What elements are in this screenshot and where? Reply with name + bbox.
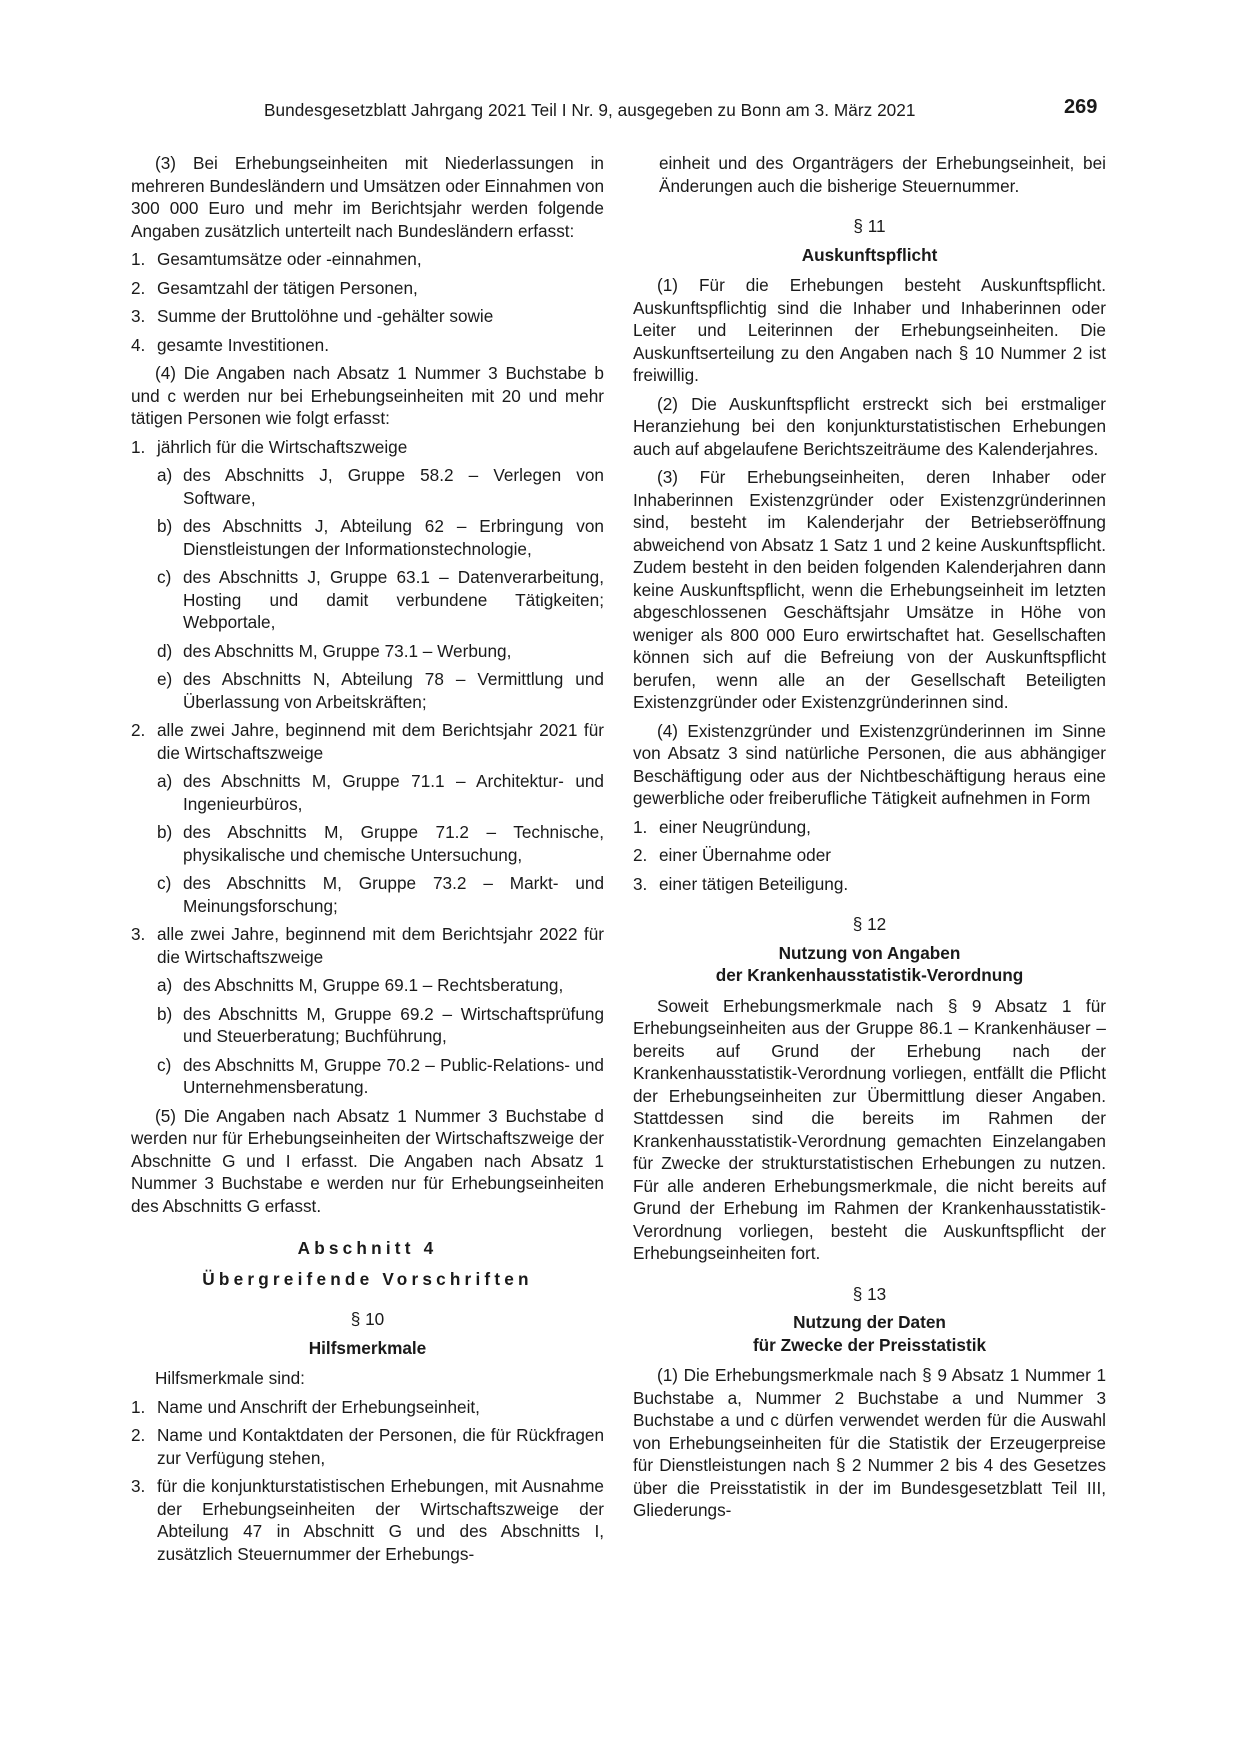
sub-list-item [131, 640, 604, 663]
list-item-text: des Abschnitts M, Gruppe 71.1 – Architektur- und Ingenieurbüros, [183, 771, 604, 814]
list-item-text: des Abschnitts M, Gruppe 69.1 – Rechtsberatung, [183, 975, 564, 995]
list-item [131, 305, 604, 328]
list-item-text: jährlich für die Wirtschaftszweige [157, 436, 408, 457]
sub-list-item [131, 515, 604, 560]
list-item-label: 2. [131, 1425, 146, 1445]
list-item [131, 923, 604, 968]
sub-list-item [131, 464, 604, 509]
section-title: der Krankenhausstatistik-Verordnung [715, 965, 1024, 985]
list-item-text: einer Übernahme oder [659, 845, 831, 865]
list-item-label: 2. [131, 277, 146, 298]
list-item [131, 334, 604, 357]
abschnitt-title: Übergreifende Vorschriften [202, 1268, 533, 1289]
page-number: 269 [1064, 96, 1098, 118]
list-item-label: 1. [131, 436, 146, 457]
section-number: § 10 [350, 1309, 385, 1329]
sub-list-item [131, 974, 604, 997]
list-item-text: gesamte Investitionen. [157, 334, 329, 355]
paragraph-continuation: einheit und des Organträgers der Erhebungseinheit, bei Änderungen auch die bisherige Steuernummer. [659, 153, 1106, 196]
list-item-label: c) [157, 1054, 172, 1075]
list-item-label: 2. [131, 720, 146, 740]
list-item-text: einer Neugründung, [659, 816, 811, 837]
list-item-text: Gesamtumsätze oder -einnahmen, [157, 249, 422, 269]
list-item-label: c) [157, 567, 172, 587]
list-item-label: a) [157, 465, 173, 485]
sub-list-item [131, 1003, 604, 1048]
list-item-label: d) [157, 640, 173, 661]
list-item [131, 1475, 604, 1565]
list-item-label: a) [157, 975, 173, 995]
list-item-text: des Abschnitts M, Gruppe 69.2 – Wirtschaftsprüfung und Steuerberatung; Buchführung, [183, 1003, 604, 1046]
sub-list-item [131, 770, 604, 815]
list-item-text: des Abschnitts M, Gruppe 71.2 – Technische, physikalische und chemische Untersuchung, [183, 822, 604, 865]
running-head: Bundesgesetzblatt Jahrgang 2021 Teil I Nr. 9, ausgegeben zu Bonn am 3. März 2021 [264, 100, 916, 120]
list-item-label: 1. [131, 249, 146, 269]
list-item-label: 3. [131, 924, 146, 944]
list-item-text: alle zwei Jahre, beginnend mit dem Berichtsjahr 2021 für die Wirtschaftszweige [157, 720, 604, 763]
list-item [131, 1424, 604, 1469]
paragraph: (1) Die Erhebungsmerkmale nach § 9 Absatz 1 Nummer 1 Buchstabe a, Nummer 2 Buchstabe a und Nummer 3 Buchstabe a und c dürfen verwendet werden für die Auswahl von Erhebungseinheiten für die Statistik der Erzeugerpreise für Dienstleistungen nach § 2 Nummer 2 bis 4 des Gesetzes über die Preisstatistik in der im Bundesgesetzblatt Teil III, Gliederungs- [633, 1365, 1106, 1520]
list-item [131, 248, 604, 271]
section-title: Auskunftspflicht [801, 244, 938, 265]
list-item-label: a) [157, 771, 173, 791]
paragraph: (1) Für die Erhebungen besteht Auskunftspflicht. Auskunftspflichtig sind die Inhaber und Inhaberinnen oder Leiter und Leiterinnen der Erhebungseinheiten. Die Auskunftserteilung zu den Angaben nach § 10 Nummer 2 ist freiwillig. [633, 275, 1106, 385]
list-item-label: b) [157, 822, 173, 842]
right-column [633, 152, 1106, 1528]
sub-list-item [131, 566, 604, 634]
list-item-label: 2. [633, 845, 648, 865]
list-item-label: 3. [633, 873, 648, 894]
list-item-text: einer tätigen Beteiligung. [659, 873, 849, 894]
sub-list-item [131, 1054, 604, 1099]
list-item-label: b) [157, 516, 173, 536]
list-item-text: Name und Anschrift der Erhebungseinheit, [157, 1396, 480, 1417]
paragraph: (3) Bei Erhebungseinheiten mit Niederlassungen in mehreren Bundesländern und Umsätzen oder Einnahmen von 300 000 Euro und mehr im Berichtsjahr werden folgende Angaben zusätzlich unterteilt nach Bundesländern erfasst: [131, 153, 604, 241]
list-item-text: für die konjunkturstatistischen Erhebungen, mit Ausnahme der Erhebungseinheiten der Wirtschaftszweige der Abteilung 47 in Abschnitt G und des Abschnitts I, zusätzlich Steuernummer der Erhebungs- [157, 1476, 604, 1564]
list-item-label: c) [157, 873, 172, 893]
list-item-text: alle zwei Jahre, beginnend mit dem Berichtsjahr 2022 für die Wirtschaftszweige [157, 924, 604, 967]
paragraph: (4) Existenzgründer und Existenzgründerinnen im Sinne von Absatz 3 sind natürliche Personen, die aus abhängiger Beschäftigung oder aus der Nichtbeschäftigung heraus eine gewerbliche oder freiberufliche Tätigkeit aufnehmen in Form [633, 720, 1106, 808]
section-title: Nutzung von Angaben [778, 942, 961, 963]
paragraph: Soweit Erhebungsmerkmale nach § 9 Absatz 1 für Erhebungseinheiten aus der Gruppe 86.1 – Krankenhäuser – bereits auf Grund der Erhebung nach der Krankenhausstatistik-Verordnung vorliegen, entfällt die Pflicht der Erhebungseinheiten zur Übermittlung dieser Angaben. Stattdessen sind die bereits im Rahmen der Krankenhausstatistik-Verordnung gemachten Einzelangaben für Zwecke der strukturstatistischen Erhebungen zu nutzen. Für alle anderen Erhebungsmerkmale, die nicht bereits auf Grund der Erhebung im Rahmen der Krankenhausstatistik-Verordnung vorliegen, besteht die Auskunftspflicht der Erhebungseinheiten fort. [633, 995, 1106, 1263]
paragraph: (2) Die Auskunftspflicht erstreckt sich bei erstmaliger Heranziehung bei den konjunkturstatistischen Erhebungen auch auf abgelaufene Berichtszeiträume des Kalenderjahres. [633, 393, 1106, 459]
list-item-label: 3. [131, 1476, 146, 1496]
list-item-label: b) [157, 1003, 173, 1024]
left-column [131, 152, 604, 1571]
list-item [131, 436, 604, 459]
section-title: für Zwecke der Preisstatistik [752, 1334, 987, 1355]
list-item-text: des Abschnitts M, Gruppe 73.2 – Markt- und Meinungsforschung; [183, 873, 604, 916]
sub-list-item [131, 668, 604, 713]
section-title: Nutzung der Daten [793, 1312, 946, 1332]
list-item-label: 1. [131, 1396, 146, 1417]
section-number: § 12 [852, 914, 887, 934]
paragraph: (4) Die Angaben nach Absatz 1 Nummer 3 Buchstabe b und c werden nur bei Erhebungseinheiten mit 20 und mehr tätigen Personen wie folgt erfasst: [131, 363, 604, 428]
list-item [131, 1396, 604, 1419]
list-item-text: Name und Kontaktdaten der Personen, die für Rückfragen zur Verfügung stehen, [157, 1425, 604, 1468]
list-item-text: Gesamtzahl der tätigen Personen, [157, 277, 418, 298]
section-number: § 11 [853, 216, 886, 236]
paragraph: (3) Für Erhebungseinheiten, deren Inhaber oder Inhaberinnen Existenzgründer oder Existenzgründerinnen sind, besteht im Kalenderjahr der Betriebseröffnung abweichend von Absatz 1 Satz 1 und 2 keine Auskunftspflicht. Zudem besteht in den beiden folgenden Kalenderjahren dann keine Auskunftspflicht, wenn die Erhebungseinheit im letzten abgeschlossenen Geschäftsjahr Umsätze in Höhe von weniger als 800 000 Euro erwirtschaftet hat. Gesellschaften können sich auf die Befreiung von der Auskunftspflicht berufen, wenn alle an der Gesellschaft Beteiligten Existenzgründer oder Existenzgründerinnen sind. [633, 467, 1106, 712]
list-item-text: des Abschnitts M, Gruppe 70.2 – Public-Relations- und Unternehmensberatung. [183, 1054, 604, 1097]
list-item-label: e) [157, 669, 173, 689]
list-item [633, 844, 1106, 867]
list-item-text: des Abschnitts J, Gruppe 63.1 – Datenverarbeitung, Hosting und damit verbundene Tätigkeiten; Webportale, [183, 567, 604, 632]
list-item-text: des Abschnitts M, Gruppe 73.1 – Werbung, [183, 640, 512, 661]
abschnitt-heading: Abschnitt 4 [297, 1238, 438, 1258]
section-title: Hilfsmerkmale [308, 1337, 427, 1358]
list-item [131, 719, 604, 764]
list-item [633, 816, 1106, 839]
sub-list-item [131, 821, 604, 866]
list-item [633, 873, 1106, 896]
paragraph: Hilfsmerkmale sind: [155, 1368, 305, 1388]
list-item-label: 3. [131, 306, 146, 326]
section-number: § 13 [852, 1283, 887, 1304]
list-item-text: des Abschnitts N, Abteilung 78 – Vermittlung und Überlassung von Arbeitskräften; [183, 669, 604, 712]
list-item-label: 1. [633, 816, 648, 837]
list-item-label: 4. [131, 334, 146, 355]
list-item-text: Summe der Bruttolöhne und -gehälter sowie [157, 306, 494, 326]
list-item-text: des Abschnitts J, Abteilung 62 – Erbringung von Dienstleistungen der Informationstechnologie, [183, 516, 604, 559]
sub-list-item [131, 872, 604, 917]
list-item-text: des Abschnitts J, Gruppe 58.2 – Verlegen von Software, [183, 465, 604, 508]
paragraph: (5) Die Angaben nach Absatz 1 Nummer 3 Buchstabe d werden nur für Erhebungseinheiten der Wirtschaftszweige der Abschnitte G und I erfasst. Die Angaben nach Absatz 1 Nummer 3 Buchstabe e werden nur für Erhebungseinheiten des Abschnitts G erfasst. [131, 1105, 604, 1216]
list-item [131, 277, 604, 300]
